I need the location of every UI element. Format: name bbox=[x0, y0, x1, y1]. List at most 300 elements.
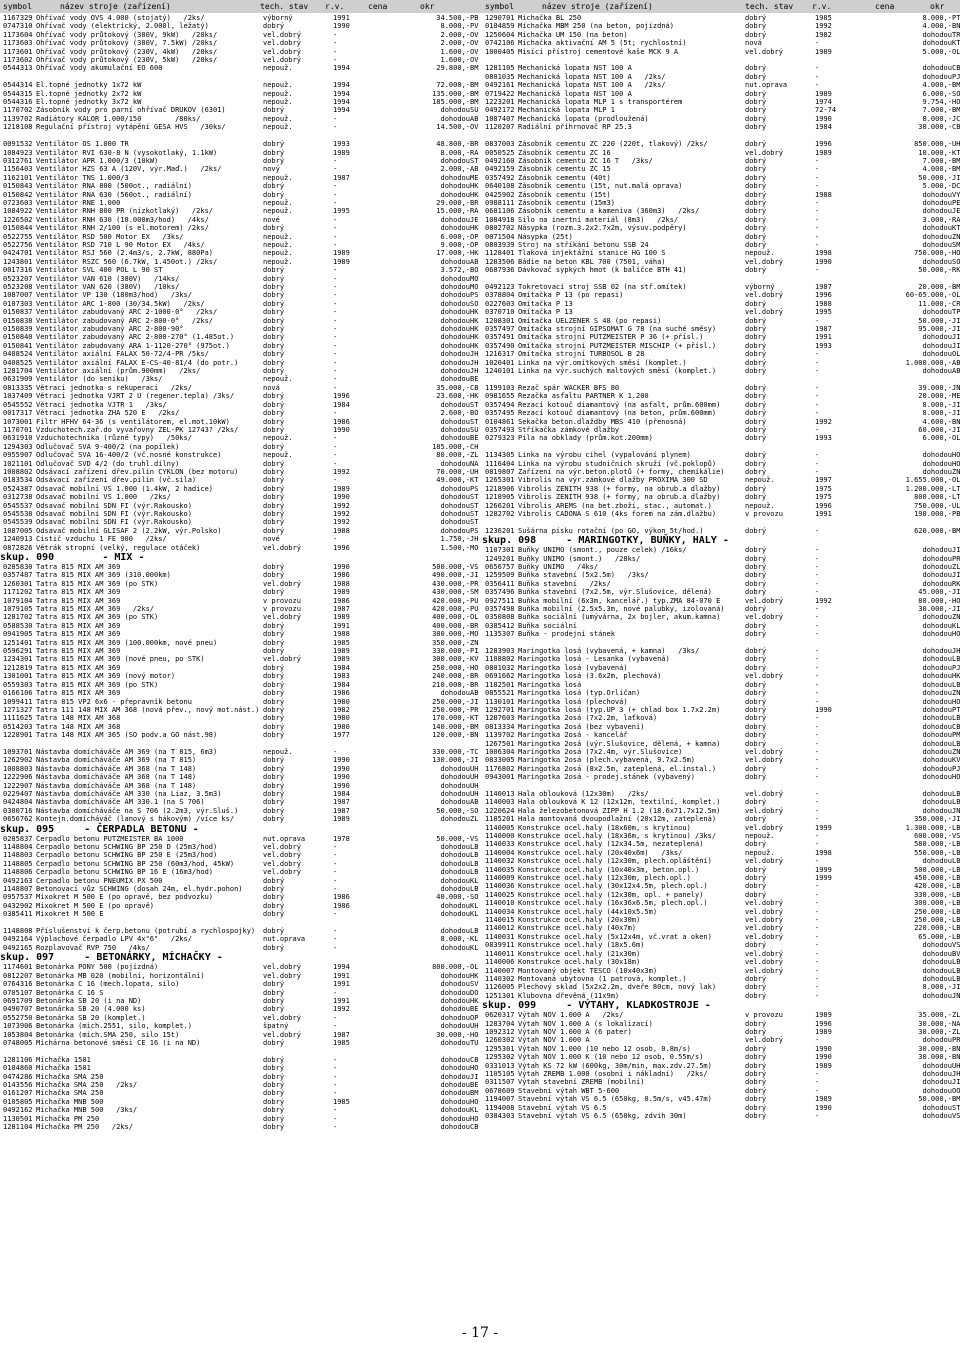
item-year: 1993 bbox=[815, 341, 832, 350]
item-name: Mechanická lopata NST 100 A /2ks/ bbox=[518, 81, 666, 90]
item-name: Maringotka 2osá (7x2.4m, výr.Slušovice) bbox=[518, 747, 683, 756]
item-price: dohodou bbox=[922, 857, 952, 866]
item-name: Mísící přístroj cementové kaše MCK 9 A bbox=[518, 47, 679, 56]
item-district: HO bbox=[952, 98, 960, 107]
item-year: - bbox=[333, 266, 338, 275]
item-name: Ventilátor zabudovaný ARC 2-1000-0° /2ks/ bbox=[36, 308, 218, 317]
item-district: OP bbox=[470, 240, 479, 249]
item-year: 1996 bbox=[815, 501, 832, 510]
item-condition: nepouž. bbox=[263, 257, 293, 266]
item-name: Tatra 815 MIX AM 369 bbox=[36, 621, 121, 630]
item-condition: dobrý bbox=[745, 1061, 767, 1070]
equipment-row bbox=[0, 476, 480, 484]
item-condition: dobrý bbox=[745, 140, 767, 149]
item-year: - bbox=[333, 156, 338, 165]
item-year: 1990 bbox=[815, 257, 832, 266]
item-district: ME bbox=[470, 173, 479, 182]
item-year: - bbox=[815, 409, 820, 418]
item-code: 1185201 bbox=[485, 815, 515, 824]
item-code: 0183534 bbox=[3, 476, 33, 485]
item-code: 0492159 bbox=[485, 165, 515, 174]
item-code: 1140032 bbox=[485, 857, 515, 866]
item-price: 140.000,- bbox=[432, 722, 470, 731]
item-price: dohodou bbox=[922, 350, 952, 359]
item-name: Míchačka MNB 500 /3ks/ bbox=[36, 1106, 138, 1115]
right-column-list bbox=[482, 14, 960, 1120]
item-year: - bbox=[333, 299, 338, 308]
item-district: ZN bbox=[952, 747, 960, 756]
item-code: 0424804 bbox=[3, 798, 33, 807]
equipment-row bbox=[0, 580, 480, 588]
item-year: - bbox=[333, 476, 338, 485]
item-district: PM bbox=[952, 731, 960, 740]
equipment-row bbox=[0, 860, 480, 868]
item-price: 1.655.000,- bbox=[905, 476, 952, 485]
equipment-row bbox=[482, 672, 960, 680]
item-name: Tatra 815 MIX AM 369 (100.000km, nové pneu) bbox=[36, 638, 218, 647]
item-code: 1084918 bbox=[485, 215, 515, 224]
item-condition: dobrý bbox=[745, 232, 767, 241]
equipment-row bbox=[0, 639, 480, 647]
item-year: - bbox=[815, 916, 820, 925]
item-code: 1290701 bbox=[485, 14, 515, 22]
item-district: BN bbox=[470, 731, 479, 740]
item-price: 48.800,- bbox=[436, 140, 470, 149]
item-name: Odlučovač SVA 9-400/2 (na popílek) bbox=[36, 442, 180, 451]
equipment-row bbox=[482, 1112, 960, 1120]
blank-spacer bbox=[0, 132, 480, 140]
equipment-row bbox=[482, 1045, 960, 1053]
item-year: 1992 bbox=[815, 22, 832, 31]
item-code: 1220624 bbox=[485, 806, 515, 815]
equipment-row bbox=[0, 588, 480, 596]
section-heading: skup. 099 - VÝTAHY, KLADKOSTROJE - bbox=[482, 1000, 711, 1012]
item-district: JN bbox=[952, 991, 960, 1000]
item-year: - bbox=[815, 697, 820, 706]
item-name: Zásobník cementu (15m3) bbox=[518, 198, 615, 207]
item-district: KV bbox=[470, 655, 479, 664]
item-name: Konstrukce ocel.haly (18x36m, s krytinou) /3ks/ bbox=[518, 832, 717, 840]
item-name: Mechanická lopata (prodloužená) bbox=[518, 114, 649, 123]
item-year: 1975 bbox=[815, 493, 832, 502]
item-condition: dobrý bbox=[745, 106, 767, 115]
item-year: 1991 bbox=[333, 980, 350, 989]
item-name: Čerpadlo betonu SCHWING BP 250 E (25m3/hod) bbox=[36, 851, 218, 860]
item-code: 0812207 bbox=[3, 971, 33, 980]
item-condition: dobrý bbox=[745, 451, 767, 460]
equipment-row bbox=[0, 815, 480, 823]
equipment-row bbox=[482, 106, 960, 114]
item-year: - bbox=[815, 198, 820, 207]
item-code: 1140012 bbox=[485, 924, 515, 933]
item-district: CB bbox=[952, 722, 960, 731]
item-district: ZL bbox=[952, 1027, 960, 1036]
item-district: HO bbox=[470, 1097, 479, 1106]
item-condition: dobrý bbox=[745, 571, 767, 580]
item-district: JI bbox=[952, 983, 960, 992]
header-name-2: název stroje (zařízení) bbox=[542, 2, 653, 11]
equipment-row bbox=[482, 807, 960, 815]
item-condition: vel.dobrý bbox=[745, 747, 783, 756]
item-condition: dobrý bbox=[263, 425, 285, 434]
item-condition: výborný bbox=[745, 283, 775, 291]
item-district: JI bbox=[952, 341, 960, 350]
item-code: 1140034 bbox=[485, 907, 515, 916]
equipment-row bbox=[482, 426, 960, 434]
item-price: dohodou bbox=[440, 156, 470, 165]
item-condition: dobrý bbox=[745, 72, 767, 81]
item-condition: dobrý bbox=[745, 798, 767, 807]
equipment-row bbox=[482, 1020, 960, 1028]
item-year: 1984 bbox=[333, 400, 350, 409]
item-name: Betonárka SB 20 (komplet.) bbox=[36, 1013, 146, 1022]
item-name: Násypka (25t) bbox=[518, 232, 573, 241]
item-code: 1140302 bbox=[485, 974, 515, 983]
item-condition: nepouž. bbox=[745, 832, 775, 840]
item-name: Výtah NOV 1.000 A (6 pater) bbox=[518, 1027, 632, 1036]
item-condition: dobrý bbox=[263, 266, 285, 275]
item-code: 0312738 bbox=[3, 493, 33, 502]
item-condition: nepouž. bbox=[263, 89, 293, 98]
equipment-row bbox=[482, 182, 960, 190]
item-district: ZN bbox=[952, 613, 960, 622]
item-year: 1988 bbox=[815, 299, 832, 308]
blank-spacer bbox=[482, 375, 960, 383]
item-code: 0408525 bbox=[3, 358, 33, 367]
item-condition: dobrý bbox=[263, 705, 285, 714]
item-price: dohodou bbox=[922, 764, 952, 773]
item-price: 330.000,- bbox=[432, 747, 470, 756]
item-condition: dobrý bbox=[745, 983, 767, 992]
item-code: 0408524 bbox=[3, 350, 33, 359]
item-name: Ventilátor OS 1.000 TR bbox=[36, 140, 129, 149]
item-condition: dobrý bbox=[263, 106, 285, 115]
item-code: 0943001 bbox=[485, 773, 515, 782]
item-district: LB bbox=[952, 789, 960, 798]
item-district: BO bbox=[470, 266, 479, 275]
item-name: Betonovací vůz SCHWING (dosah 24m, el.hydr.pohon) bbox=[36, 885, 243, 894]
item-year: 1990 bbox=[333, 764, 350, 773]
item-name: Míchačka SMA 250 bbox=[36, 1072, 104, 1081]
item-name: Stavební výtah VS 6.5 (650kg, 0.5m/s, v45.47m) bbox=[518, 1095, 712, 1104]
item-district: UH bbox=[470, 781, 479, 790]
item-price: dohodou bbox=[922, 459, 952, 468]
equipment-row bbox=[482, 48, 960, 56]
item-code: 0474286 bbox=[3, 1072, 33, 1081]
item-condition: dobrý bbox=[263, 1005, 285, 1014]
item-condition: dobrý bbox=[745, 1103, 767, 1112]
item-district: BM bbox=[470, 1089, 479, 1098]
item-price: dohodou bbox=[440, 509, 470, 518]
item-condition: nepouž. bbox=[745, 476, 775, 485]
item-district: JI bbox=[952, 409, 960, 418]
blank-spacer bbox=[482, 132, 960, 140]
equipment-row bbox=[0, 191, 480, 199]
item-price: dohodou bbox=[922, 563, 952, 571]
item-name: Ventilátor RNH 630 (18.000m3/hod) /4ks/ bbox=[36, 215, 209, 224]
item-year: - bbox=[333, 224, 338, 233]
equipment-row bbox=[482, 258, 960, 266]
item-price: dohodou bbox=[440, 1038, 470, 1047]
item-price: dohodou bbox=[440, 358, 470, 367]
item-condition: dobrý bbox=[263, 148, 285, 157]
item-condition: dobrý bbox=[745, 526, 767, 535]
item-year: - bbox=[815, 815, 820, 824]
item-condition: dobrý bbox=[745, 156, 767, 165]
equipment-row bbox=[482, 605, 960, 613]
item-name: Ventilátor axiální FALAX E-CS-40-81/4 (do potr.) bbox=[36, 358, 239, 367]
equipment-row bbox=[482, 409, 960, 417]
equipment-row bbox=[482, 510, 960, 518]
item-year: - bbox=[815, 392, 820, 401]
equipment-row bbox=[482, 765, 960, 773]
item-name: Čerpadlo betonu PUTZMEISTER BA 1000 bbox=[36, 834, 184, 843]
item-code: 0545537 bbox=[3, 501, 33, 510]
item-condition: v provozu bbox=[745, 509, 783, 518]
item-year: 1988 bbox=[333, 526, 350, 535]
item-price: dohodou bbox=[922, 747, 952, 756]
item-code: 1148807 bbox=[3, 885, 33, 894]
item-price: dohodou bbox=[922, 1069, 952, 1078]
item-name: Mixokret M 500 E bbox=[36, 910, 104, 919]
item-price: dohodou bbox=[922, 571, 952, 580]
equipment-row bbox=[0, 927, 480, 935]
item-year: - bbox=[815, 215, 820, 224]
item-price: dohodou bbox=[922, 663, 952, 672]
item-condition: dobrý bbox=[745, 739, 767, 748]
item-code: 1243801 bbox=[3, 257, 33, 266]
item-year: 1994 bbox=[333, 89, 350, 98]
item-code: 0802702 bbox=[485, 224, 515, 233]
item-price: 120.000,- bbox=[432, 731, 470, 740]
item-district: SO bbox=[952, 257, 960, 266]
item-code: 0492165 bbox=[3, 943, 33, 952]
item-year: - bbox=[815, 974, 820, 983]
item-name: Klubovna dřevěná (11x9m) bbox=[518, 991, 620, 1000]
item-code: 1262902 bbox=[3, 756, 33, 765]
item-code: 0544314 bbox=[3, 81, 33, 90]
item-district: AB bbox=[470, 798, 479, 807]
item-condition: dobrý bbox=[745, 621, 767, 630]
item-district: OL bbox=[952, 47, 960, 56]
item-name: Vibrolis ZENITH 938 (+ formy, na obrub.a dlažby) bbox=[518, 484, 721, 493]
item-name: Tokretovací stroj SSB 02 (na stř.omítek) bbox=[518, 283, 687, 291]
item-code: 1283903 bbox=[485, 647, 515, 656]
item-code: 1292701 bbox=[485, 705, 515, 714]
item-name: Buňka stavební /2ks/ bbox=[518, 579, 611, 588]
item-condition: dobrý bbox=[745, 630, 767, 639]
item-condition: dobrý bbox=[745, 941, 767, 950]
item-code: 1194008 bbox=[485, 1103, 515, 1112]
item-price: 72.000,- bbox=[436, 81, 470, 90]
item-district: KT bbox=[952, 39, 960, 48]
item-condition: dobrý bbox=[263, 722, 285, 731]
item-year: - bbox=[815, 840, 820, 849]
item-year: - bbox=[815, 1036, 820, 1045]
item-price: dohodou bbox=[440, 1123, 470, 1131]
equipment-row bbox=[482, 1028, 960, 1036]
item-year: - bbox=[333, 283, 338, 291]
equipment-row bbox=[482, 149, 960, 157]
item-price: 430.000,- bbox=[432, 579, 470, 588]
item-code: 1116404 bbox=[485, 459, 515, 468]
item-district: LB bbox=[952, 823, 960, 832]
item-price: 4.000,- bbox=[922, 22, 952, 31]
item-district: LB bbox=[952, 966, 960, 975]
item-year: - bbox=[815, 739, 820, 748]
item-district: JH bbox=[952, 647, 960, 656]
equipment-row bbox=[482, 908, 960, 916]
item-condition: dobrý bbox=[263, 663, 285, 672]
item-condition: dobrý bbox=[263, 756, 285, 765]
item-district: BE bbox=[470, 434, 479, 443]
item-price: 50.000,- bbox=[918, 266, 952, 275]
equipment-row bbox=[482, 714, 960, 722]
equipment-row bbox=[0, 165, 480, 173]
item-code: 1182501 bbox=[485, 680, 515, 689]
item-price: dohodou bbox=[440, 299, 470, 308]
item-price: 2.000,- bbox=[440, 30, 470, 39]
item-condition: dobrý bbox=[745, 493, 767, 502]
item-name: Odsávací zařízení dřev.pilin (vč.sila) bbox=[36, 476, 197, 485]
item-district: HO bbox=[952, 697, 960, 706]
item-district: VS bbox=[470, 563, 479, 571]
item-name: El.topné jednotky 2x72 kW bbox=[36, 89, 142, 98]
item-district: ST bbox=[470, 501, 479, 510]
item-name: Ventilátor zabudovaný ARC 2-800-270° (1.485ot.) bbox=[36, 333, 235, 342]
equipment-row bbox=[482, 571, 960, 579]
equipment-row bbox=[0, 756, 480, 764]
item-year: - bbox=[333, 56, 338, 65]
item-name: Odsavač mobilní GLISAF 2 (2.2kW, výr.Polsko) bbox=[36, 526, 222, 535]
item-name: Tatra 815 MIX AM 369 (po STK) bbox=[36, 613, 159, 622]
item-price: dohodou bbox=[922, 613, 952, 622]
item-name: Řezač spár WACKER BFS 80 bbox=[518, 383, 620, 392]
item-district: UH bbox=[470, 467, 479, 476]
item-year: - bbox=[815, 240, 820, 249]
item-name: Zařízení na výr.beton.plotů (+ formy, chemikálie) bbox=[518, 467, 725, 476]
equipment-row bbox=[0, 233, 480, 241]
item-condition: dobrý bbox=[745, 240, 767, 249]
item-condition: vel.dobrý bbox=[745, 613, 783, 622]
item-code: 0161207 bbox=[3, 1089, 33, 1098]
item-code: 1249201 bbox=[485, 554, 515, 563]
item-condition: vel.dobrý bbox=[745, 789, 783, 798]
item-price: 40.000,- bbox=[436, 893, 470, 902]
equipment-row bbox=[0, 468, 480, 476]
equipment-row bbox=[482, 98, 960, 106]
item-year: 1980 bbox=[333, 722, 350, 731]
item-condition: dobrý bbox=[263, 680, 285, 689]
equipment-row bbox=[0, 283, 480, 291]
item-condition: nepouž. bbox=[745, 501, 775, 510]
equipment-row bbox=[0, 681, 480, 689]
item-condition: dobrý bbox=[745, 655, 767, 664]
item-district: BN bbox=[952, 1053, 960, 1062]
item-code: 0227603 bbox=[485, 299, 515, 308]
item-district: LB bbox=[952, 848, 960, 857]
item-code: 1223201 bbox=[485, 98, 515, 107]
equipment-row bbox=[0, 790, 480, 798]
equipment-row bbox=[482, 476, 960, 484]
item-price: 7.000,- bbox=[922, 106, 952, 115]
item-code: 0105805 bbox=[3, 1097, 33, 1106]
item-district: BM bbox=[952, 283, 960, 291]
item-condition: dobrý bbox=[263, 484, 285, 493]
item-code: 0370710 bbox=[485, 308, 515, 317]
item-code: 0357497 bbox=[485, 325, 515, 334]
equipment-row bbox=[482, 1078, 960, 1086]
item-condition: dobrý bbox=[263, 1114, 285, 1123]
header-rv-2: r.v. bbox=[812, 2, 832, 11]
equipment-row bbox=[482, 647, 960, 655]
item-name: Omítačka strojní TURBOSOL B 28 bbox=[518, 350, 645, 359]
item-district: LB bbox=[470, 843, 479, 851]
item-code: 0150841 bbox=[3, 341, 33, 350]
item-district: LB bbox=[470, 885, 479, 894]
equipment-row bbox=[0, 275, 480, 283]
item-code: 1148808 bbox=[3, 927, 33, 936]
item-code: 1140005 bbox=[485, 823, 515, 832]
item-year: - bbox=[815, 459, 820, 468]
item-condition: dobrý bbox=[263, 316, 285, 325]
item-name: Maringotka 2osá (plech.vybavená, 9.7x2.5m) bbox=[518, 756, 696, 765]
item-price: dohodou bbox=[922, 451, 952, 460]
item-code: 0424701 bbox=[3, 249, 33, 258]
item-year: - bbox=[815, 789, 820, 798]
item-price: dohodou bbox=[922, 949, 952, 958]
item-name: Ventilátor RVI 630-8 N (vysokotlaký, 1.1kW) bbox=[36, 148, 218, 157]
item-district: PJ bbox=[952, 764, 960, 773]
equipment-row bbox=[0, 706, 480, 714]
item-year: 1994 bbox=[333, 64, 350, 73]
item-condition: dobrý bbox=[263, 630, 285, 639]
equipment-row bbox=[0, 350, 480, 358]
item-name: Ohřívač vody OVS 4.000 (stojatý) /2ks/ bbox=[36, 14, 205, 22]
item-year: - bbox=[815, 451, 820, 460]
item-name: Nástavba domícháváče AM 330.1 (na Š 706) bbox=[36, 798, 205, 807]
item-district: JH bbox=[470, 535, 479, 544]
equipment-row bbox=[482, 392, 960, 400]
item-code: 0545552 bbox=[3, 400, 33, 409]
item-code: 1140036 bbox=[485, 882, 515, 891]
item-year: 1989 bbox=[333, 815, 350, 824]
item-code: 0311507 bbox=[485, 1078, 515, 1087]
item-price: 400.000,- bbox=[432, 621, 470, 630]
item-condition: dobrý bbox=[263, 815, 285, 824]
item-name: Ventilátor APR 1.000/3 (10kW) bbox=[36, 156, 159, 165]
item-code: 1108802 bbox=[485, 655, 515, 664]
item-condition: dobrý bbox=[263, 1106, 285, 1115]
item-name: Rozplavovač RVP 750 /4ks/ bbox=[36, 943, 150, 952]
item-condition: dobrý bbox=[745, 840, 767, 849]
item-price: dohodou bbox=[440, 843, 470, 851]
item-code: 0588530 bbox=[3, 621, 33, 630]
item-price: dohodou bbox=[922, 789, 952, 798]
item-code: 1212819 bbox=[3, 663, 33, 672]
item-year: - bbox=[815, 579, 820, 588]
item-district: ZL bbox=[952, 1011, 960, 1020]
item-code: 1087005 bbox=[3, 526, 33, 535]
blank-spacer bbox=[482, 518, 960, 526]
item-condition: nepouž. bbox=[263, 198, 293, 207]
item-name: Odsávací zařízení dřev.pilin CYKLON (bez motoru) bbox=[36, 467, 239, 476]
item-condition: dobrý bbox=[263, 400, 285, 409]
item-district: JE bbox=[952, 207, 960, 216]
item-price: 30.000,- bbox=[918, 1019, 952, 1028]
item-year: - bbox=[815, 165, 820, 174]
item-district: HK bbox=[470, 392, 479, 401]
